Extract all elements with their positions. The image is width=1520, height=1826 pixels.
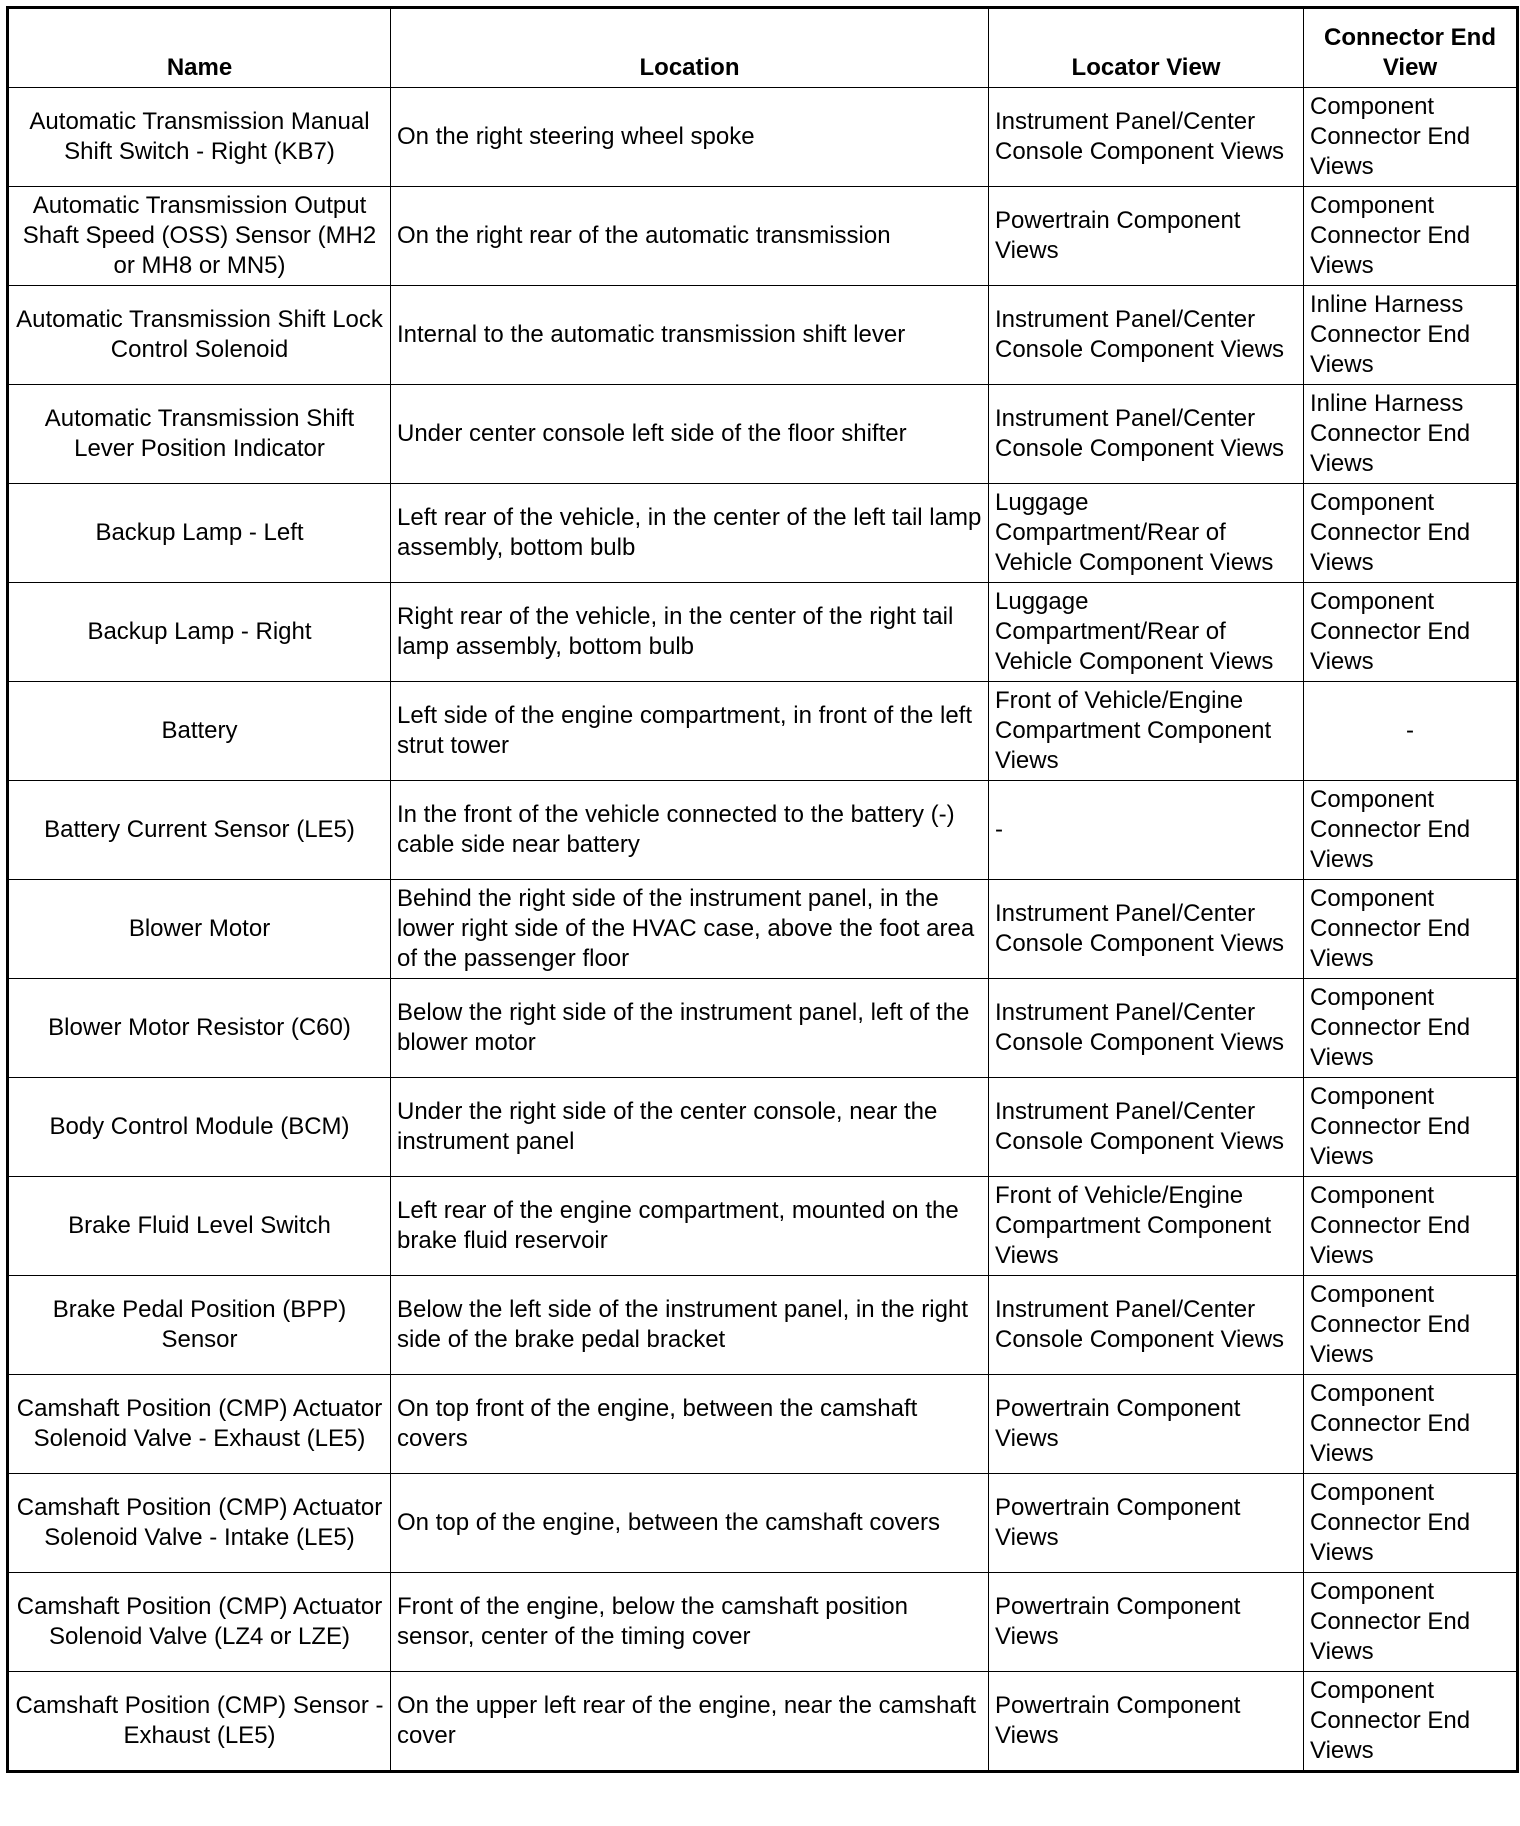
cell-name: Blower Motor Resistor (C60) [8,979,391,1078]
cell-name: Automatic Transmission Shift Lever Position Indicator [8,385,391,484]
table-row [8,1276,1518,1375]
cell-connector-end-view: Component Connector End Views [1304,1078,1518,1177]
cell-locator-view: Instrument Panel/Center Console Component Views [989,286,1304,385]
cell-connector-end-view: Component Connector End Views [1304,88,1518,187]
cell-location: Under the right side of the center console, near the instrument panel [391,1078,989,1177]
cell-name: Backup Lamp - Right [8,583,391,682]
cell-connector-end-view: Component Connector End Views [1304,880,1518,979]
table-row [8,781,1518,880]
cell-connector-end-view: Component Connector End Views [1304,484,1518,583]
cell-connector-end-view: Component Connector End Views [1304,1573,1518,1672]
cell-connector-end-view: Component Connector End Views [1304,187,1518,286]
cell-locator-view: Powertrain Component Views [989,1474,1304,1573]
table-row [8,979,1518,1078]
cell-name: Body Control Module (BCM) [8,1078,391,1177]
cell-connector-end-view: Component Connector End Views [1304,583,1518,682]
cell-location: Below the right side of the instrument panel, left of the blower motor [391,979,989,1078]
cell-name: Automatic Transmission Output Shaft Speed (OSS) Sensor (MH2 or MH8 or MN5) [8,187,391,286]
cell-locator-view: Instrument Panel/Center Console Component Views [989,1078,1304,1177]
cell-location: On top front of the engine, between the camshaft covers [391,1375,989,1474]
cell-name: Camshaft Position (CMP) Actuator Solenoid Valve (LZ4 or LZE) [8,1573,391,1672]
cell-connector-end-view: Component Connector End Views [1304,781,1518,880]
cell-locator-view: Instrument Panel/Center Console Component Views [989,88,1304,187]
cell-location: On the right rear of the automatic transmission [391,187,989,286]
table-row [8,88,1518,187]
table-row [8,1177,1518,1276]
cell-location: Left side of the engine compartment, in front of the left strut tower [391,682,989,781]
cell-name: Backup Lamp - Left [8,484,391,583]
cell-location: Front of the engine, below the camshaft position sensor, center of the timing cover [391,1573,989,1672]
table-row [8,385,1518,484]
cell-location: Under center console left side of the floor shifter [391,385,989,484]
table-row [8,1672,1518,1772]
cell-location: On the right steering wheel spoke [391,88,989,187]
cell-location: Left rear of the engine compartment, mounted on the brake fluid reservoir [391,1177,989,1276]
cell-connector-end-view: Component Connector End Views [1304,979,1518,1078]
cell-connector-end-view: Component Connector End Views [1304,1672,1518,1772]
table-row [8,1573,1518,1672]
component-locator-sheet [6,6,1516,1823]
cell-name: Automatic Transmission Shift Lock Control Solenoid [8,286,391,385]
cell-locator-view: Powertrain Component Views [989,187,1304,286]
cell-locator-view: Powertrain Component Views [989,1375,1304,1474]
cell-name: Brake Pedal Position (BPP) Sensor [8,1276,391,1375]
cell-location: Right rear of the vehicle, in the center of the right tail lamp assembly, bottom bulb [391,583,989,682]
cell-connector-end-view: Component Connector End Views [1304,1474,1518,1573]
cell-name: Blower Motor [8,880,391,979]
cell-location: On the upper left rear of the engine, near the camshaft cover [391,1672,989,1772]
cell-locator-view: Instrument Panel/Center Console Component Views [989,979,1304,1078]
cell-locator-view: Front of Vehicle/Engine Compartment Component Views [989,682,1304,781]
cell-name: Camshaft Position (CMP) Sensor - Exhaust (LE5) [8,1672,391,1772]
cell-locator-view: Instrument Panel/Center Console Component Views [989,1276,1304,1375]
cell-locator-view: Powertrain Component Views [989,1573,1304,1672]
header-name: Name [8,8,391,88]
cell-locator-view: Instrument Panel/Center Console Component Views [989,880,1304,979]
cell-location: On top of the engine, between the camshaft covers [391,1474,989,1573]
table-row [8,1078,1518,1177]
header-location: Location [391,8,989,88]
table-row [8,583,1518,682]
cell-location: Below the left side of the instrument panel, in the right side of the brake pedal bracket [391,1276,989,1375]
cell-connector-end-view: Component Connector End Views [1304,1276,1518,1375]
cell-location: Internal to the automatic transmission shift lever [391,286,989,385]
cell-locator-view: Instrument Panel/Center Console Component Views [989,385,1304,484]
cell-locator-view: Front of Vehicle/Engine Compartment Component Views [989,1177,1304,1276]
cell-locator-view: Luggage Compartment/Rear of Vehicle Component Views [989,484,1304,583]
table-row [8,187,1518,286]
header-row [8,8,1518,88]
cell-connector-end-view: - [1304,682,1518,781]
cell-name: Automatic Transmission Manual Shift Switch - Right (KB7) [8,88,391,187]
table-row [8,1474,1518,1573]
component-locator-table [6,6,1519,1773]
cell-name: Camshaft Position (CMP) Actuator Solenoid Valve - Exhaust (LE5) [8,1375,391,1474]
header-connector-end-view: Connector End View [1304,8,1518,88]
cell-name: Camshaft Position (CMP) Actuator Solenoid Valve - Intake (LE5) [8,1474,391,1573]
cell-connector-end-view: Inline Harness Connector End Views [1304,286,1518,385]
cell-name: Battery Current Sensor (LE5) [8,781,391,880]
cell-locator-view: Powertrain Component Views [989,1672,1304,1772]
header-locator-view: Locator View [989,8,1304,88]
cell-name: Battery [8,682,391,781]
table-row [8,286,1518,385]
cell-connector-end-view: Component Connector End Views [1304,1177,1518,1276]
cell-location: Behind the right side of the instrument panel, in the lower right side of the HVAC case, above the foot area of the passenger floor [391,880,989,979]
cell-connector-end-view: Inline Harness Connector End Views [1304,385,1518,484]
table-row [8,880,1518,979]
cell-connector-end-view: Component Connector End Views [1304,1375,1518,1474]
cell-location: In the front of the vehicle connected to the battery (-) cable side near battery [391,781,989,880]
table-row [8,682,1518,781]
table-row [8,484,1518,583]
cell-name: Brake Fluid Level Switch [8,1177,391,1276]
cell-location: Left rear of the vehicle, in the center of the left tail lamp assembly, bottom bulb [391,484,989,583]
table-row [8,1375,1518,1474]
cell-locator-view: Luggage Compartment/Rear of Vehicle Component Views [989,583,1304,682]
cell-locator-view: - [989,781,1304,880]
table-body [8,88,1518,1772]
